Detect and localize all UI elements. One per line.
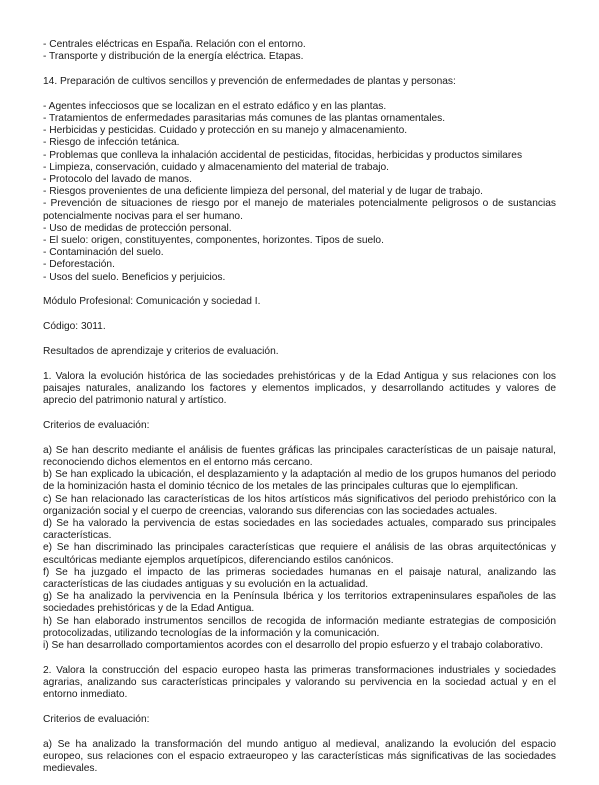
criterion: g) Se ha analizado la pervivencia en la Península Ibérica y los territorios extrapeninsulares españoles de las sociedades prehistóricas y de la Edad Antigua. (43, 591, 556, 615)
criterion: a) Se ha analizado la transformación del mundo antiguo al medieval, analizando la evolución del espacio europeo, sus relaciones con el espacio extraeuropeo y las características más significativas de las sociedades medievales. (43, 738, 556, 775)
criterion: i) Se han desarrollado comportamientos acordes con el desarrollo del propio esfuerzo y el trabajo colaborativo. (43, 640, 544, 652)
list-item: - Limpieza, conservación, cuidado y almacenamiento del material de trabajo. (43, 161, 389, 173)
criterion: d) Se ha valorado la pervivencia de estas sociedades en las sociedades actuales, comparado sus principales características. (43, 518, 556, 542)
list-item: - Transporte y distribución de la energía eléctrica. Etapas. (43, 51, 304, 63)
list-item: - Deforestación. (43, 259, 115, 271)
criteria-label: Criterios de evaluación: (43, 714, 150, 726)
section-heading: 14. Preparación de cultivos sencillos y prevención de enfermedades de plantas y personas: (43, 76, 456, 87)
module-title: Módulo Profesional: Comunicación y sociedad I. (43, 296, 261, 308)
spacer (43, 358, 556, 371)
learning-outcome: 2. Valora la construcción del espacio europeo hasta las primeras transformaciones industriales y sociedades agrarias, analizando sus características principales y valorando su pervivencia en la sociedad actual y en el entorno inmediato. (43, 664, 556, 701)
list-item: - Contaminación del suelo. (43, 247, 164, 259)
list-item: - Uso de medidas de protección personal. (43, 222, 232, 234)
list-item: - Riesgos provenientes de una deficiente limpieza del personal, del material y de lugar de trabajo. (43, 186, 484, 198)
spacer (43, 432, 556, 445)
list-item: - Usos del suelo. Beneficios y perjuicios. (43, 271, 226, 283)
criterion: h) Se han elaborado instrumentos sencillos de recogida de información mediante estrategias de composición protocolizadas, utilizando tecnologías de la información y la comunicación. (43, 615, 556, 639)
criterion: a) Se han descrito mediante el análisis de fuentes gráficas las principales características de un paisaje natural, reconociendo dichos elementos en el entorno más cercano. (43, 444, 556, 469)
spacer (43, 652, 556, 665)
learning-outcome: 1. Valora la evolución histórica de las sociedades prehistóricas y de la Edad Antigua y sus relaciones con los paisajes naturales, analizando los factores y elementos implicados, y desarrollando actitudes y valores de aprecio del patrimonio natural y artístico. (43, 370, 556, 407)
module-code: Código: 3011. (43, 321, 106, 333)
spacer (43, 333, 556, 346)
criterion: f) Se ha juzgado el impacto de las primeras sociedades humanas en el paisaje natural, analizando las características de las ciudades antiguas y su evolución en la actualidad. (43, 566, 556, 591)
section-heading: Resultados de aprendizaje y criterios de evaluación. (43, 346, 279, 358)
spacer (43, 309, 556, 322)
spacer (43, 88, 556, 101)
list-item: - Herbicidas y pesticidas. Cuidado y protección en su manejo y almacenamiento. (43, 125, 408, 137)
list-item: - Prevención de situaciones de riesgo por el manejo de materiales potencialmente peligrosos o de sustancias potencialmente nocivas para el ser humano. (43, 198, 556, 222)
criterion: c) Se han relacionado las características de los hitos artísticos más significativos del periodo prehistórico con la organización social y el cuerpo de creencias, valorando sus diferencias con las sociedades actuales. (43, 493, 556, 517)
list-item: - Problemas que conlleva la inhalación accidental de pesticidas, fitocidas, herbicidas y productos similares (43, 149, 523, 161)
list-item: - Agentes infecciosos que se localizan en el estrato edáfico y en las plantas. (43, 100, 387, 112)
spacer (43, 63, 556, 76)
criterion: b) Se han explicado la ubicación, el desplazamiento y la adaptación al medio de los grupos humanos del periodo de la hominización hasta el dominio técnico de los metales de las principales culturas que lo ejemplifican. (43, 469, 556, 493)
spacer (43, 407, 556, 420)
list-item: - Centrales eléctricas en España. Relación con el entorno. (43, 39, 306, 50)
list-item: - Protocolo del lavado de manos. (43, 174, 192, 186)
list-item: - Riesgo de infección tetánica. (43, 137, 180, 149)
criterion: e) Se han discriminado las principales características que requiere el análisis de las obras arquitectónicas y escultóricas mediante ejemplos arquetípicos, diferenciando estilos canónicos. (43, 542, 556, 566)
spacer (43, 701, 556, 714)
criteria-label: Criterios de evaluación: (43, 420, 150, 432)
spacer (43, 284, 556, 297)
list-item: - El suelo: origen, constituyentes, componentes, horizontes. Tipos de suelo. (43, 235, 384, 247)
spacer (43, 726, 556, 739)
document-page (43, 39, 556, 775)
list-item: - Tratamientos de enfermedades parasitarias más comunes de las plantas ornamentales. (43, 113, 446, 124)
